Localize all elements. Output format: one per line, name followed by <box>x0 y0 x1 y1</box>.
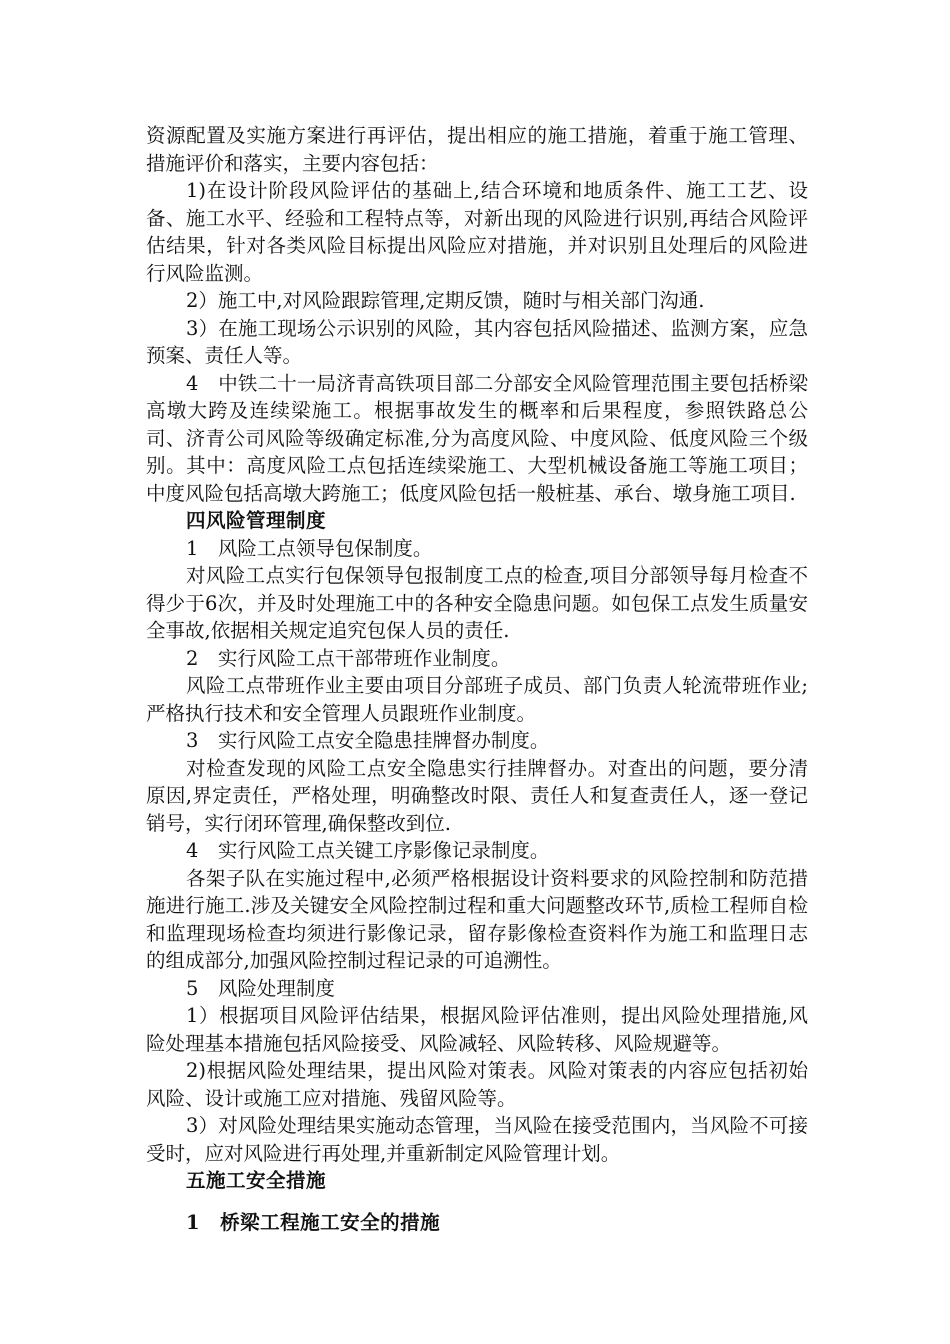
body-paragraph: 风险工点带班作业主要由项目分部班子成员、部门负责人轮流带班作业;严格执行技术和安全管理人员跟班作业制度。 <box>146 674 808 725</box>
body-paragraph: 对风险工点实行包保领导包报制度工点的检查,项目分部领导每月检查不得少于6次，并及时处理施工中的各种安全隐患问题。如包保工点发生质量安全事故,依据相关规定追究包保人员的责任. <box>146 564 808 642</box>
subsection-title: 4 实行风险工点关键工序影像记录制度。 <box>186 839 550 862</box>
body-paragraph: 2)根据风险处理结果，提出风险对策表。风险对策表的内容应包括初始风险、设计或施工应对措施、残留风险等。 <box>146 1059 808 1110</box>
body-paragraph: 4 中铁二十一局济青高铁项目部二分部安全风险管理范围主要包括桥梁高墩大跨及连续梁施工。根据事故发生的概率和后果程度，参照铁路总公司、济青公司风险等级确定标准,分为高度风险、中度风险、低度风险三个级别。其中：高度风险工点包括连续梁施工、大型机械设备施工等施工项目；中度风险包括高墩大跨施工；低度风险包括一般桩基、承台、墩身施工项目. <box>146 371 808 505</box>
body-paragraph: 对检查发现的风险工点安全隐患实行挂牌督办。对查出的问题，要分清原因,界定责任，严格处理，明确整改时限、责任人和复查责任人，逐一登记销号，实行闭环管理,确保整改到位. <box>146 756 808 835</box>
section-heading: 五施工安全措施 <box>186 1169 327 1192</box>
body-paragraph: 3）在施工现场公示识别的风险，其内容包括风险描述、监测方案，应急预案、责任人等。 <box>146 316 808 367</box>
section-heading: 四风险管理制度 <box>186 509 327 532</box>
body-paragraph: 资源配置及实施方案进行再评估，提出相应的施工措施，着重于施工管理、措施评价和落实，主要内容包括： <box>146 124 808 175</box>
body-paragraph: 1)在设计阶段风险评估的基础上,结合环境和地质条件、施工工艺、设备、施工水平、经验和工程特点等，对新出现的风险进行识别,再结合风险评估结果，针对各类风险目标提出风险应对措施，并对识别且处理后的风险进行风险监测。 <box>146 179 808 285</box>
subsection-title: 5 风险处理制度 <box>186 976 335 1000</box>
subsection-title: 2 实行风险工点干部带班作业制度。 <box>186 646 511 670</box>
subsection-title: 3 实行风险工点安全隐患挂牌督办制度。 <box>186 729 550 752</box>
body-paragraph: 1）根据项目风险评估结果，根据风险评估准则，提出风险处理措施,风险处理基本措施包括风险接受、风险减轻、风险转移、风险规避等。 <box>146 1004 808 1055</box>
body-paragraph: 3）对风险处理结果实施动态管理，当风险在接受范围内，当风险不可接受时，应对风险进行再处理,并重新制定风险管理计划。 <box>146 1114 808 1165</box>
body-paragraph: 2）施工中,对风险跟踪管理,定期反馈，随时与相关部门沟通. <box>186 289 705 312</box>
body-paragraph: 各架子队在实施过程中,必须严格根据设计资料要求的风险控制和防范措施进行施工.涉及关键安全风险控制过程和重大问题整改环节,质检工程师自检和监理现场检查均须进行影像记录，留存影像检查资料作为施工和监理日志的组成部分,加强风险控制过程记录的可追溯性。 <box>146 866 808 972</box>
subsection-title: 1 风险工点领导包保制度。 <box>186 536 433 560</box>
subsection-heading: 1 桥梁工程施工安全的措施 <box>186 1210 441 1234</box>
document-body <box>146 122 808 1236</box>
